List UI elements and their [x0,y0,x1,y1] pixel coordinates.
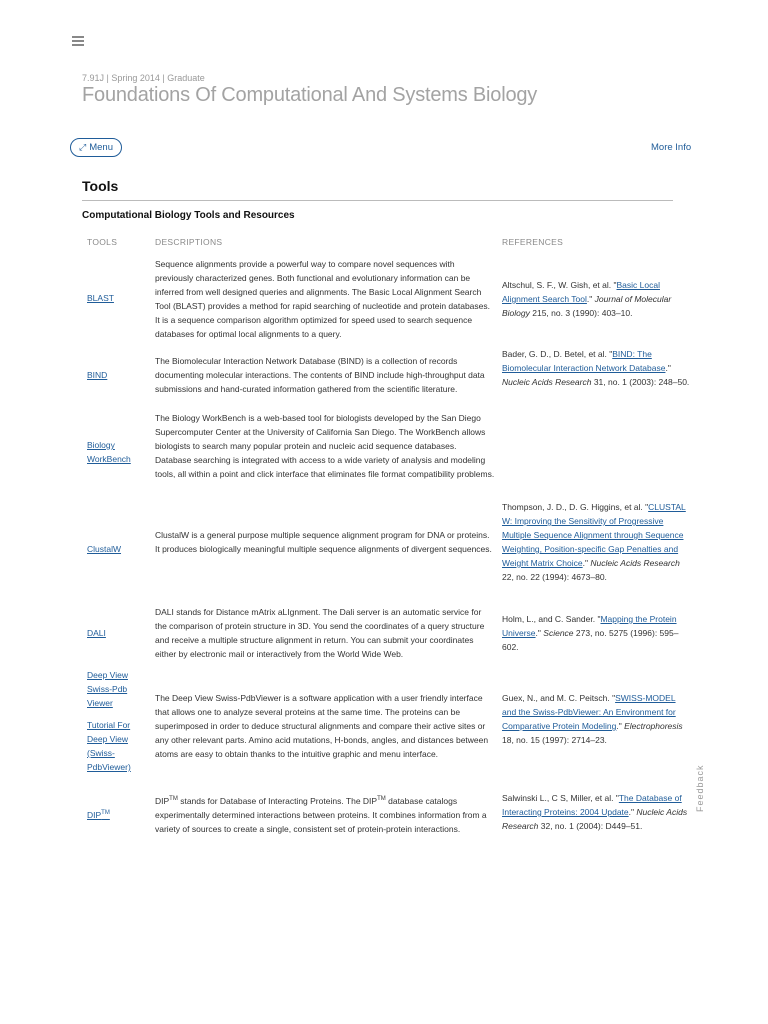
trademark-sup: TM [101,810,110,816]
menu-button[interactable] [70,138,122,157]
description-cell: The Deep View Swiss-PdbViewer is a software application with a user friendly interface that allows one to analyze several proteins at the same time. The proteins can be superimposed in order to deduce structural alignments and compare their active sites or any other relevant parts. Amino acid mutations, H-bonds, angles, and distances between atoms are easy to obtain thanks to the intuitive graphic and menu interface. [155,693,489,759]
tool-link[interactable]: BLAST [87,293,114,303]
tool-cell [87,542,149,556]
tool-link[interactable]: DALI [87,628,106,638]
tool-link[interactable]: DIP™ [87,809,110,820]
reference-link[interactable]: Basic Local Alignment Search Tool [502,280,660,304]
more-info-link[interactable]: More Info [651,142,692,153]
trademark-sup: TM [169,796,178,802]
journal-name: Nucleic Acids Research [502,807,688,831]
column-header-references: REFERENCES [502,237,564,247]
reference-cell: Bader, G. D., D. Betel, et al. "BIND: The Biomolecular Interaction Network Database." Nucleic Acids Research 31, no. 1 (2003): 248–50. [502,349,690,387]
reference-link[interactable]: Mapping the Protein Universe [502,614,677,638]
reference-cell: Altschul, S. F., W. Gish, et al. "Basic Local Alignment Search Tool." Journal of Molecular Biology 215, no. 3 (1990): 403–10. [502,280,672,318]
reference-cell: Holm, L., and C. Sander. "Mapping the Protein Universe." Science 273, no. 5275 (1996): 595–602. [502,614,679,652]
section-subtitle: Computational Biology Tools and Resources [82,210,295,221]
column-header-tools: TOOLS [87,237,118,247]
journal-name: Electrophoresis [624,721,683,731]
section-title: Tools [82,178,119,194]
journal-name: Science [543,628,574,638]
tool-link[interactable]: ClustalW [87,544,122,554]
reference-link[interactable]: SWISS-MODEL and the Swiss-PdbViewer: An Environment for Comparative Protein Modeling [502,693,676,731]
reference-cell: Salwinski L., C S, Miller, et al. "The Database of Interacting Proteins: 2004 Update." Nucleic Acids Research 32, no. 1 (2004): D449–51. [502,793,688,831]
section-divider [82,200,673,201]
reference-link[interactable]: CLUSTAL W: Improving the Sensitivity of Progressive Multiple Sequence Alignment through Sequence Weighting, Position-specific Gap Penalties and Weight Matrix Choice [502,502,686,568]
tool-link[interactable]: BIND [87,370,108,380]
reference-cell: Guex, N., and M. C. Peitsch. "SWISS-MODEL and the Swiss-PdbViewer: An Environment for Comparative Protein Modeling." Electrophoresis 18, no. 15 (1997): 2714–23. [502,693,683,745]
tool-cell [87,626,149,640]
reference-link[interactable]: BIND: The Biomolecular Interaction Network Database [502,349,666,373]
journal-name: Journal of Molecular Biology [502,294,672,318]
description-cell: DIP™ stands for Database of Interacting Proteins. The DIP™ database catalogs experimentally determined interactions between proteins. It combines information from a variety of sources to create a single, consistent set of protein-protein interactions. [155,795,487,834]
journal-name: Nucleic Acids Research [590,558,680,568]
tool-cell [87,291,149,305]
feedback-tab[interactable]: Feedback [695,764,705,812]
course-title: Foundations Of Computational And Systems Biology [82,84,538,106]
description-cell: Sequence alignments provide a powerful way to compare novel sequences with previously characterized genes. Both functional and evolutionary information can be inferred from well designed queries and alignments. The Basic Local Alignment Search Tool (BLAST) provides a method for rapid searching of nucleotide and protein databases. It is a sequence comparison algorithm optimized for speed used to search sequence databases for optimal local alignments to a query. [155,259,491,339]
column-header-descriptions: DESCRIPTIONS [155,237,223,247]
hamburger-menu-icon[interactable] [72,36,84,46]
course-meta: 7.91J | Spring 2014 | Graduate [82,73,205,83]
menu-button-label: Menu [89,142,113,153]
reference-link[interactable]: The Database of Interacting Proteins: 2004 Update [502,793,682,817]
description-cell: The Biomolecular Interaction Network Database (BIND) is a collection of records documenting molecular interactions. The contents of BIND include high-throughput data submissions and hand-curated information gathered from the scientific literature. [155,356,485,394]
tool-cell [87,668,149,774]
description-cell: The Biology WorkBench is a web-based tool for biologists developed by the San Diego Supercomputer Center at the University of California San Diego. The WorkBench allows biologists to search many popular protein and nucleic acid sequence databases. Database searching is integrated with access to a wide variety of analysis and modeling tools, all within a point and click interface that eliminates file format compatibility problems. [155,413,495,479]
description-cell: DALI stands for Distance mAtrix aLIgnment. The Dali server is an automatic service for the comparison of protein structure in 3D. You send the coordinates of a query structure and receive a multiple structure alignment in return. You can submit your coordinates either by electronic mail or interactively from the World Wide Web. [155,607,485,659]
tool-link[interactable]: Deep View Swiss-Pdb Viewer [87,670,128,708]
tool-link[interactable]: Tutorial For Deep View (Swiss-PdbViewer) [87,720,131,772]
tool-link[interactable]: Biology WorkBench [87,440,131,464]
reference-cell: Thompson, J. D., D. G. Higgins, et al. "CLUSTAL W: Improving the Sensitivity of Progressive Multiple Sequence Alignment through Sequence Weighting, Position-specific Gap Penalties and Weight Matrix Choice." Nucleic Acids Research 22, no. 22 (1994): 4673–80. [502,502,686,582]
journal-name: Nucleic Acids Research [502,377,592,387]
description-cell: ClustalW is a general purpose multiple sequence alignment program for DNA or proteins. It produces biologically meaningful multiple sequence alignments of divergent sequences. [155,530,492,554]
tool-cell [87,368,149,382]
trademark-sup: TM [377,796,386,802]
menu-toggle-icon: ⤢ [79,142,87,152]
tool-cell [87,438,149,466]
tool-cell [87,806,149,822]
